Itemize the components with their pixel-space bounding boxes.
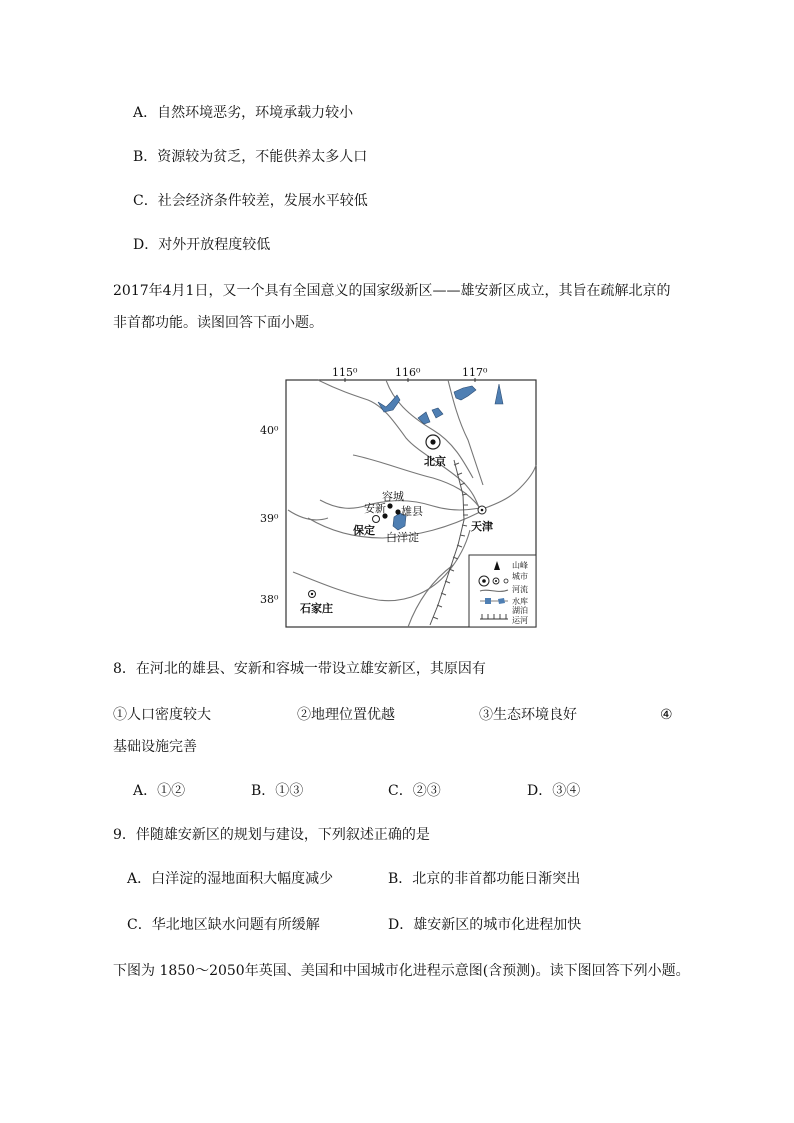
- svg-text:安新: 安新: [364, 502, 386, 515]
- label-baiyangdian: 白洋淀: [386, 531, 419, 544]
- xiongan-intro-line2: 非首都功能。读图回答下面小题。: [113, 315, 323, 331]
- q7-option-d: D．对外开放程度较低: [133, 237, 271, 253]
- svg-text:水库: 水库: [512, 597, 528, 606]
- lon-label-115: 115⁰: [332, 366, 358, 379]
- svg-text:容城: 容城: [382, 490, 404, 503]
- q8-option-b: B．①③: [251, 783, 304, 799]
- svg-text:城市: 城市: [512, 572, 528, 581]
- q9-stem: 9．伴随雄安新区的规划与建设，下列叙述正确的是: [113, 827, 430, 843]
- xiongan-map: [258, 360, 538, 632]
- lat-label-38: 38⁰: [260, 593, 279, 606]
- q8-item-2: ②地理位置优越: [297, 707, 395, 723]
- urbanization-intro: 下图为 1850～2050年英国、美国和中国城市化进程示意图(含预测)。读下图回答下列小题。: [113, 963, 690, 979]
- q8-option-c: C．②③: [388, 783, 441, 799]
- svg-text:湖泊: 湖泊: [512, 606, 528, 615]
- q8-option-d: D．③④: [527, 783, 581, 799]
- q8-stem: 8．在河北的雄县、安新和容城一带设立雄安新区，其原因有: [113, 661, 486, 677]
- svg-text:雄县: 雄县: [401, 505, 423, 518]
- lon-label-117: 117⁰: [462, 366, 488, 379]
- q8-item-4: ④: [660, 707, 673, 723]
- q8-item-1: ①人口密度较大: [113, 707, 211, 723]
- q8-item-4-continued: 基础设施完善: [113, 739, 197, 755]
- svg-text:石家庄: 石家庄: [300, 602, 333, 615]
- legend-lake-icon: [498, 598, 505, 604]
- svg-text:北京: 北京: [424, 455, 446, 468]
- q7-option-c: C．社会经济条件较差，发展水平较低: [133, 193, 368, 209]
- q9-option-d: D．雄安新区的城市化进程加快: [388, 917, 582, 933]
- q9-option-a: A．白洋淀的湿地面积大幅度减少: [127, 871, 334, 887]
- svg-text:保定: 保定: [353, 524, 375, 537]
- legend-reservoir-icon: [485, 598, 491, 604]
- q7-option-a: A．自然环境恶劣，环境承载力较小: [133, 105, 354, 121]
- lat-label-40: 40⁰: [260, 424, 279, 437]
- map-legend: [469, 555, 536, 627]
- q9-option-c: C．华北地区缺水问题有所缓解: [127, 917, 320, 933]
- svg-text:山峰: 山峰: [512, 561, 528, 570]
- q8-item-3: ③生态环境良好: [479, 707, 577, 723]
- xiongan-intro-line1: 2017年4月1日，又一个具有全国意义的国家级新区——雄安新区成立，其旨在疏解北京的: [113, 283, 671, 299]
- q8-option-a: A．①②: [133, 783, 186, 799]
- lon-label-116: 116⁰: [395, 366, 421, 379]
- svg-text:河流: 河流: [512, 585, 528, 594]
- q7-option-b: B．资源较为贫乏，不能供养太多人口: [133, 149, 368, 165]
- svg-text:天津: 天津: [471, 520, 493, 533]
- legend-town-icon: [504, 579, 508, 583]
- q9-option-b: B．北京的非首都功能日渐突出: [388, 871, 581, 887]
- lat-label-39: 39⁰: [260, 512, 279, 525]
- svg-text:运河: 运河: [512, 616, 528, 625]
